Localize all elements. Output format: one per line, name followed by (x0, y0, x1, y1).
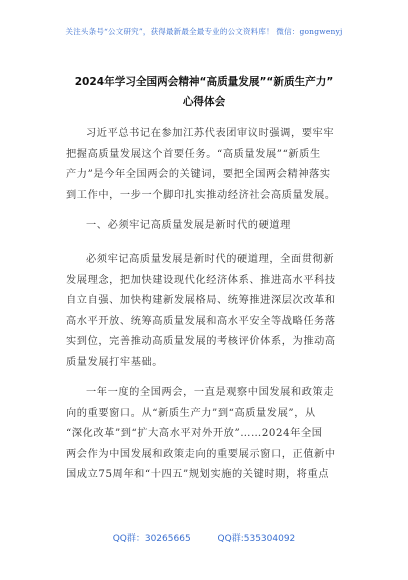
paragraph-line: 向的重要窗口。从“新质生产力”到“高质量发展”，从 (66, 407, 316, 419)
paragraph-section-2 (66, 383, 354, 486)
paragraph-line: 实到位，完善推动高质量发展的考核评价体系，为推动高 (66, 336, 336, 347)
document-body (66, 124, 354, 496)
footer (0, 531, 408, 544)
paragraph-line: 产力”是今年全国两会的关键词，要把全国两会精神落实 (66, 169, 331, 180)
document-title (40, 72, 368, 112)
paragraph-line: “深化改革”到“扩大高水平对外开放”……2024年全国 (66, 428, 323, 439)
paragraph-line: 质量发展打牢基础。 (66, 356, 164, 368)
paragraph-line: 自立自强、加快构建新发展格局、统筹推进深层次改革和 (66, 295, 336, 306)
section-heading: 一、必须牢记高质量发展是新时代的硬道理 (86, 220, 291, 231)
paragraph-line: 国成立75周年和“十四五”规划实施的关键时期，将重点 (66, 469, 330, 480)
paragraph-line: 习近平总书记在参加江苏代表团审议时强调，要牢牢 (86, 128, 335, 139)
header-note: 关注头条号“公文研究”，获得最新最全最专业的公文资料库！ 微信：gongwenyj (65, 27, 343, 36)
paragraph-line: 把握高质量发展这个首要任务。“高质量发展”“新质生 (66, 148, 321, 160)
title-line-1: 2024年学习全国两会精神“高质量发展”“新质生产力” (74, 76, 334, 88)
paragraph-line: 到工作中，一步一个脚印扎实推动经济社会高质量发展。 (66, 189, 336, 201)
title-line-2: 心得体会 (182, 96, 226, 108)
footer-qq-group-2: QQ群:535304092 (217, 534, 296, 544)
paragraph-line: 一年一度的全国两会，一直是观察中国发展和政策走 (86, 387, 335, 398)
footer-qq-group-1: QQ群：30265665 (112, 534, 191, 544)
paragraph-line: 必须牢记高质量发展是新时代的硬道理，全面贯彻新 (86, 254, 335, 265)
paragraph-line: 高水平开放、统筹高质量发展和高水平安全等战略任务落 (66, 315, 336, 327)
paragraph-line: 两会作为中国发展和政策走向的重要展示窗口，正值新中 (66, 448, 336, 460)
paragraph-intro (66, 124, 354, 206)
paragraph-section-1 (66, 250, 354, 373)
paragraph-line: 发展理念，把加快建设现代化经济体系、推进高水平科技 (66, 274, 336, 286)
